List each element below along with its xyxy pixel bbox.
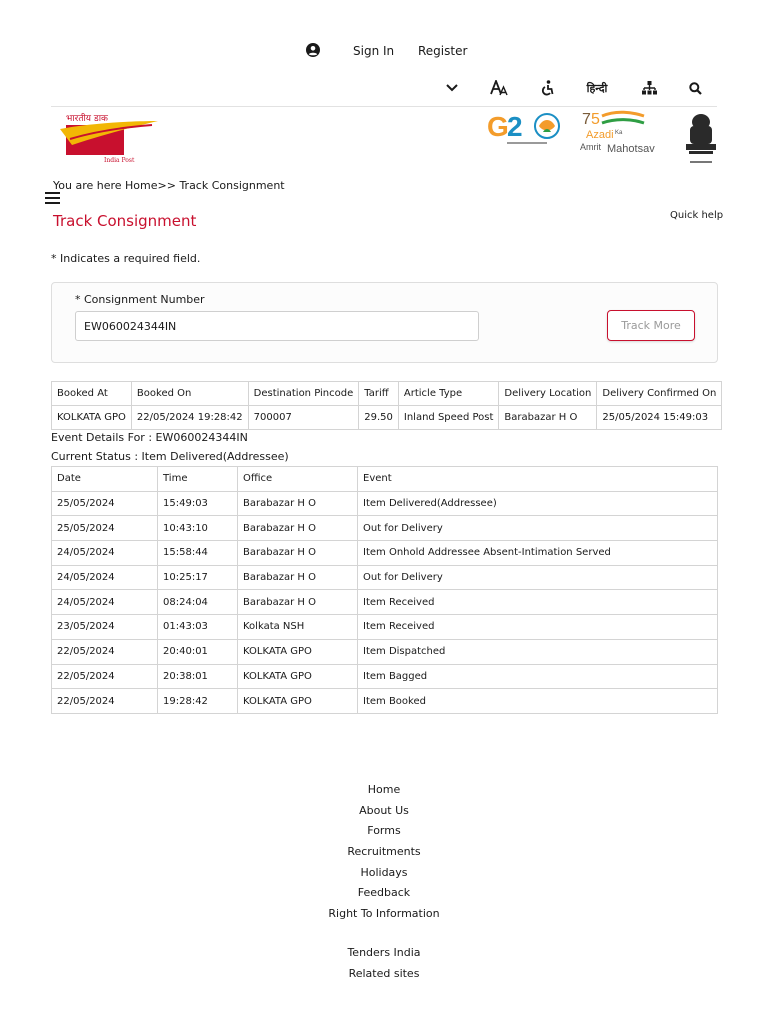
table-cell: Item Delivered(Addressee)	[358, 491, 718, 516]
table-cell: 22/05/2024	[52, 689, 158, 714]
toolbar	[0, 78, 768, 100]
table-cell: 10:25:17	[158, 565, 238, 590]
consignment-number-label: * Consignment Number	[75, 293, 205, 306]
required-field-note: * Indicates a required field.	[51, 252, 201, 265]
table-row	[52, 541, 718, 566]
column-header: Date	[52, 467, 158, 492]
svg-text:Amrit: Amrit	[580, 142, 601, 152]
column-header: Delivery Confirmed On	[597, 382, 722, 406]
footer-link-feedback[interactable]: Feedback	[357, 886, 411, 900]
table-cell: Inland Speed Post	[398, 406, 499, 430]
table-cell: KOLKATA GPO	[52, 406, 132, 430]
table-cell: 29.50	[359, 406, 399, 430]
register-link[interactable]: Register	[418, 44, 468, 58]
table-cell: 15:58:44	[158, 541, 238, 566]
svg-text:Mahotsav: Mahotsav	[607, 143, 655, 155]
table-cell: 25/05/2024 15:49:03	[597, 406, 722, 430]
footer-spacer	[0, 925, 768, 943]
search-icon[interactable]	[687, 78, 703, 98]
table-cell: 25/05/2024	[52, 491, 158, 516]
table-row	[52, 664, 718, 689]
footer-link-tenders-india[interactable]: Tenders India	[347, 945, 421, 959]
column-header: Destination Pincode	[248, 382, 359, 406]
table-cell: 24/05/2024	[52, 541, 158, 566]
table-cell: Barabazar H O	[238, 516, 358, 541]
table-row	[52, 639, 718, 664]
event-details-heading: Event Details For : EW060024344IN	[51, 431, 248, 444]
table-cell: 08:24:04	[158, 590, 238, 615]
svg-text:5: 5	[591, 111, 600, 128]
table-cell: Item Bagged	[358, 664, 718, 689]
azadi-ka-amrit-mahotsav-logo	[580, 110, 660, 156]
table-cell: Kolkata NSH	[238, 615, 358, 640]
table-cell: 24/05/2024	[52, 565, 158, 590]
column-header: Event	[358, 467, 718, 492]
accessibility-icon[interactable]	[537, 78, 555, 98]
table-cell: 15:49:03	[158, 491, 238, 516]
logo-hindi-text: भारतीय डाक	[66, 114, 108, 124]
sitemap-icon[interactable]	[640, 78, 658, 98]
top-bar	[0, 40, 768, 62]
footer-link-related-sites[interactable]: Related sites	[348, 966, 420, 980]
footer-link-recruitments[interactable]: Recruitments	[347, 845, 421, 859]
table-row	[52, 491, 718, 516]
header-divider	[51, 106, 717, 107]
column-header: Article Type	[398, 382, 499, 406]
table-cell: Barabazar H O	[238, 541, 358, 566]
footer-nav	[0, 780, 768, 984]
column-header: Tariff	[359, 382, 399, 406]
font-size-icon[interactable]	[489, 78, 509, 98]
logo-english-text: India Post	[104, 157, 135, 164]
table-cell: 20:40:01	[158, 639, 238, 664]
table-row	[52, 406, 722, 430]
column-header: Booked On	[131, 382, 248, 406]
footer-link-rti[interactable]: Right To Information	[328, 907, 440, 921]
table-row	[52, 689, 718, 714]
consignment-number-input[interactable]	[75, 311, 479, 341]
current-status: Current Status : Item Delivered(Addressee)	[51, 450, 289, 463]
table-cell: Barabazar H O	[238, 565, 358, 590]
table-header-row	[52, 382, 722, 406]
g20-digit-2: 2	[507, 111, 523, 142]
track-more-button[interactable]: Track More	[607, 310, 695, 341]
table-cell: Item Received	[358, 590, 718, 615]
column-header: Office	[238, 467, 358, 492]
table-cell: KOLKATA GPO	[238, 664, 358, 689]
sign-in-link[interactable]: Sign In	[353, 44, 395, 58]
footer-link-forms[interactable]: Forms	[367, 824, 401, 838]
table-cell: 23/05/2024	[52, 615, 158, 640]
g20-logo	[487, 110, 565, 150]
chevron-down-icon[interactable]	[444, 78, 460, 98]
table-cell: 19:28:42	[158, 689, 238, 714]
table-cell: 25/05/2024	[52, 516, 158, 541]
table-cell: Item Received	[358, 615, 718, 640]
table-cell: Barabazar H O	[238, 590, 358, 615]
post-horn-mark	[52, 121, 160, 157]
table-cell: KOLKATA GPO	[238, 639, 358, 664]
table-row	[52, 615, 718, 640]
table-row	[52, 516, 718, 541]
national-emblem	[683, 112, 719, 168]
table-cell: Barabazar H O	[238, 491, 358, 516]
column-header: Delivery Location	[499, 382, 597, 406]
table-cell: 700007	[248, 406, 359, 430]
svg-text:7: 7	[582, 111, 591, 128]
svg-text:Azadi: Azadi	[586, 129, 614, 141]
table-header-row	[52, 467, 718, 492]
table-cell: KOLKATA GPO	[238, 689, 358, 714]
table-cell: Item Booked	[358, 689, 718, 714]
india-post-logo[interactable]	[52, 111, 160, 167]
g20-letter-g: G	[487, 111, 509, 142]
booking-details-table	[51, 381, 722, 430]
table-cell: 20:38:01	[158, 664, 238, 689]
table-cell: 22/05/2024 19:28:42	[131, 406, 248, 430]
hindi-language-button[interactable]: हिन्दी	[586, 81, 608, 95]
table-cell: 24/05/2024	[52, 590, 158, 615]
footer-link-holidays[interactable]: Holidays	[360, 865, 408, 879]
table-cell: Item Dispatched	[358, 639, 718, 664]
table-cell: 01:43:03	[158, 615, 238, 640]
page-title: Track Consignment	[53, 212, 197, 230]
table-cell: 10:43:10	[158, 516, 238, 541]
table-cell: 22/05/2024	[52, 664, 158, 689]
consignment-form	[51, 282, 718, 363]
table-cell: 22/05/2024	[52, 639, 158, 664]
user-icon[interactable]	[306, 43, 320, 57]
quick-help-link[interactable]: Quick help	[670, 210, 724, 221]
column-header: Booked At	[52, 382, 132, 406]
table-row	[52, 565, 718, 590]
footer-link-home[interactable]: Home	[367, 783, 401, 796]
table-cell: Item Onhold Addressee Absent-Intimation Served	[358, 541, 718, 566]
breadcrumb: You are here Home>> Track Consignment	[53, 179, 285, 192]
footer-link-about-us[interactable]: About Us	[359, 803, 409, 817]
table-cell: Barabazar H O	[499, 406, 597, 430]
menu-icon[interactable]	[45, 192, 60, 205]
table-row	[52, 590, 718, 615]
table-cell: Out for Delivery	[358, 516, 718, 541]
column-header: Time	[158, 467, 238, 492]
table-cell: Out for Delivery	[358, 565, 718, 590]
svg-text:Ka: Ka	[615, 130, 623, 136]
event-details-table	[51, 466, 718, 714]
